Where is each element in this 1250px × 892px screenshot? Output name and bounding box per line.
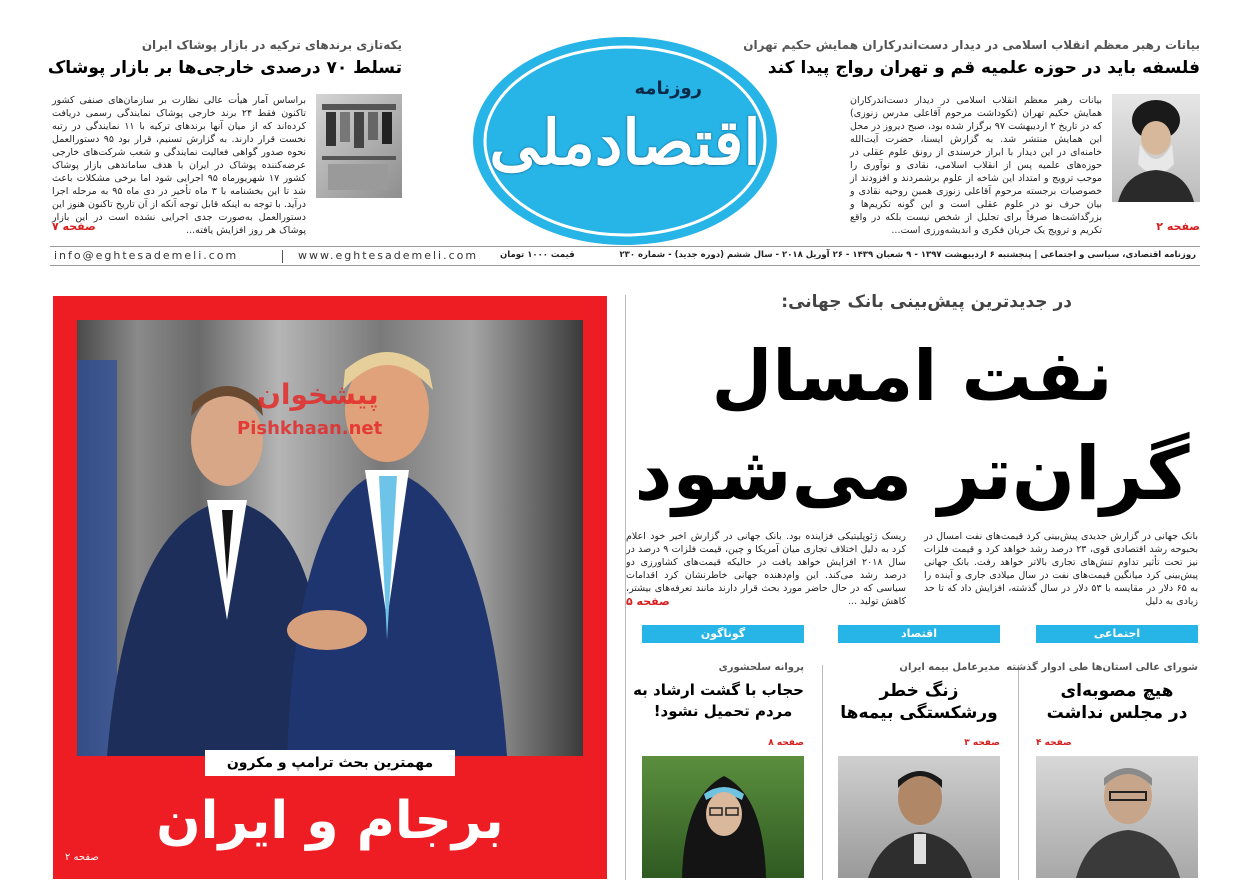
top-right-headline[interactable]: فلسفه باید در حوزه علمیه قم و تهران رواج پیدا کند xyxy=(767,58,1200,78)
masthead-name: اقتصادملی xyxy=(489,106,761,179)
column-3-subheadline: پروانه سلحشوری xyxy=(718,662,804,673)
feature-page-ref[interactable]: صفحه ۲ xyxy=(65,852,99,863)
website-link[interactable]: www.eghtesademeli.com xyxy=(298,249,479,262)
top-right-story xyxy=(743,38,1200,236)
top-left-story xyxy=(47,38,402,236)
main-page-ref[interactable]: صفحه ۵ xyxy=(626,595,670,608)
column-divider xyxy=(1018,665,1019,880)
masthead-logo[interactable] xyxy=(470,34,780,248)
email-link[interactable]: info@eghtesademeli.com xyxy=(54,249,239,262)
column-3-photo xyxy=(642,756,804,878)
column-2-page-ref[interactable]: صفحه ۳ xyxy=(964,738,1000,748)
feature-panel xyxy=(53,296,607,879)
top-right-page-ref[interactable]: صفحه ۲ xyxy=(1156,220,1200,233)
main-story xyxy=(626,290,1198,615)
column-3-page-ref[interactable]: صفحه ۸ xyxy=(768,738,804,748)
feature-caption: مهمترین بحث ترامپ و مکرون xyxy=(205,750,455,776)
column-divider xyxy=(625,295,626,880)
section-misc[interactable]: گوناگون xyxy=(642,625,804,643)
column-divider xyxy=(822,665,823,880)
clothing-store-photo xyxy=(316,94,402,198)
column-story-2 xyxy=(838,662,1000,882)
trump-macron-photo[interactable] xyxy=(77,320,583,756)
top-left-headline[interactable]: تسلط ۷۰ درصدی خارجی‌ها بر بازار پوشاک xyxy=(47,58,402,78)
man-portrait-icon xyxy=(838,756,1000,878)
column-3-headline-1[interactable]: حجاب با گشت ارشاد به xyxy=(633,681,804,699)
section-social[interactable]: اجتماعی xyxy=(1036,625,1198,643)
column-3-headline-2[interactable]: مردم تحمیل نشود! xyxy=(653,702,793,720)
top-left-body: براساس آمار هیأت عالی نظارت بر سازمان‌های صنفی کشور تاکنون فقط ۲۴ برند خارجی پوشاک نمایندگی رسمی دریافت کرده‌اند که از میان آنها برندهای ترکیه با ۱۱ نمایندگی در رتبه نخست قرار دارند. به گزارش تسنیم، قرار بود ۹۵ دستورالعمل نحوه صدور گواهی فعالیت نمایندگی و شعب شرکت‌های خارجی عرضه‌کننده پوشاک در ایران با هدف ساماندهی بازار پوشاک کشور ۱۷ شهریورماه ۹۵ اجرایی شود اما برخی مشکلات باعث شد تا این بخشنامه با ۳ ماه تأخیر در دی ماه ۹۵ به مرحله اجرا درآید. با توجه به اینکه قابل توجه آنکه از آن تاریخ تاکنون هنوز این دستورالعمل به‌صورت جدی اجرایی نشده است در این بازار پوشاک هر روز افزایش یافته... xyxy=(52,95,307,236)
main-subheadline: در جدیدترین پیش‌بینی بانک جهانی: xyxy=(781,292,1072,312)
column-2-subheadline: مدیرعامل بیمه ایران xyxy=(899,662,1000,673)
portrait-icon xyxy=(1112,94,1200,202)
info-bar xyxy=(50,246,1200,266)
main-body-col-right: بانک جهانی در گزارش جدیدی پیش‌بینی کرد قیمت‌های نفت امسال در بحبوحه رشد اقتصادی قوی، ۲۳ درصد رشد خواهد کرد و قیمت فلزات نیز تحت تأثیر تداوم تنش‌های تجاری بالاتر خواهد رفت. بانک جهانی پیش‌بینی کرد میانگین قیمت‌های نفت در سال میلادی جاری و آینده را به ۶۵ دلار در مقایسه با ۵۳ دلار در سال گذشته، افزایش داد که تا حد زیادی به دلیل xyxy=(924,531,1198,607)
main-headline-line2[interactable]: گران‌تر می‌شود xyxy=(634,431,1190,517)
main-headline-line1[interactable]: نفت امسال xyxy=(711,335,1113,417)
feature-headline[interactable]: برجام و ایران xyxy=(156,791,504,851)
top-right-body: بیانات رهبر معظم انقلاب اسلامی در دیدار دست‌اندرکاران همایش حکیم تهران (تکوداشت مرحوم آقاعلی مدرس زنوزی) که در تاریخ ۲ اردیبهشت ۹۷ برگزار شده بود، صبح دیروز در محل این همایش منتشر شد. به گزارش ایسنا، حضرت آیت‌الله خامنه‌ای در این دیدار با ابراز خرسندی از رونق علوم عقلی در حوزه‌های علمیه پس از انقلاب اسلامی، نقادی و نوآوری را موجب ترویج و امتداد این شاخه از علوم برشمردند و افزودند از خصوصیات برجسته مرحوم آقاعلی زنوزی همین روحیه نقادی و بیان حرف نو در علوم عقلی است و این گونه تکریم‌ها و بزرگداشت‌ها صرفاً برای تجلیل از شخص نیست بلکه در واقع تکریم و ترویج یک جریان فکری و اندیشه‌ورزی است... xyxy=(850,95,1102,236)
column-2-headline-2[interactable]: ورشکستگی بیمه‌ها xyxy=(840,703,998,723)
column-1-page-ref[interactable]: صفحه ۴ xyxy=(1036,738,1072,748)
watermark-en: Pishkhaan.net xyxy=(237,418,383,439)
issue-date-line: روزنامه اقتصادی، سیاسی و اجتماعی | پنجشنبه ۶ اردیبهشت ۱۳۹۷ - ۹ شعبان ۱۴۳۹ - ۲۶ آوریل ۲۰۱۸ - سال ششم (دوره جدید) - شماره ۲۳۰ xyxy=(619,250,1196,260)
column-2-photo xyxy=(838,756,1000,878)
column-story-3 xyxy=(633,662,804,882)
watermark-fa: پیشخوان xyxy=(257,378,379,411)
store-shelves-icon xyxy=(316,94,402,198)
price-label: قیمت ۱۰۰۰ تومان xyxy=(500,250,575,260)
main-body-col-left: ریسک ژئوپلیتیکی فزاینده بود. بانک جهانی در گزارش اخیر خود اعلام کرد به دلیل اختلاف تجاری میان آمریکا و چین، قیمت فلزات ۹ درصد در سال ۲۰۱۸ افزایش خواهد یافت در حالیکه قیمت‌های کشاورزی دو درصد رشد می‌کند. این وام‌دهنده جهانی خاطرنشان کرد اقدامات سیاسی که در حال حاضر مورد بحث قرار دارند مانند تعرفه‌های بیشتر، کاهش تولید ... xyxy=(626,531,907,607)
man-portrait-icon xyxy=(1036,756,1198,878)
column-story-1 xyxy=(1006,662,1198,882)
top-left-subheadline: یکه‌تازی برندهای ترکیه در بازار پوشاک ایران xyxy=(141,38,402,52)
column-1-photo xyxy=(1036,756,1198,878)
section-economy[interactable]: اقتصاد xyxy=(838,625,1000,643)
column-2-headline-1[interactable]: زنگ خطر xyxy=(879,681,959,701)
column-1-headline-1[interactable]: هیچ مصوبه‌ای xyxy=(1060,681,1174,701)
column-1-subheadline: شورای عالی استان‌ها طی ادوار گذشته xyxy=(1006,662,1198,673)
column-1-headline-2[interactable]: در مجلس نداشت xyxy=(1046,703,1188,723)
masthead-small-label: روزنامه xyxy=(634,78,702,99)
top-right-subheadline: بیانات رهبر معظم انقلاب اسلامی در دیدار دست‌اندرکاران همایش حکیم تهران xyxy=(743,38,1200,52)
leader-photo xyxy=(1112,94,1200,202)
top-left-page-ref[interactable]: صفحه ۷ xyxy=(52,220,96,233)
woman-portrait-icon xyxy=(642,756,804,878)
separator-bar xyxy=(282,250,283,263)
